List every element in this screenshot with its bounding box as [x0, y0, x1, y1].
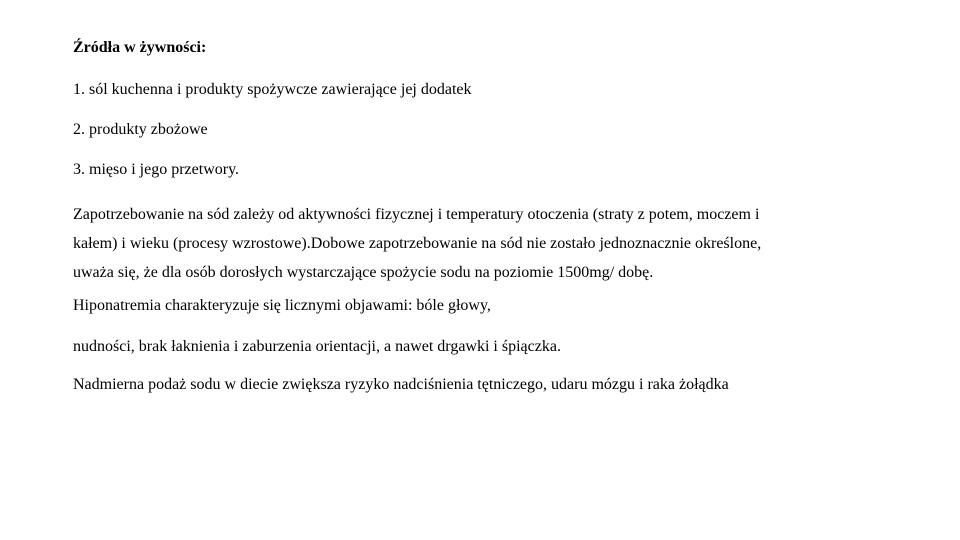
demand-line-1: Zapotrzebowanie na sód zależy od aktywności fizycznej i temperatury otoczenia (straty z potem, moczem i — [73, 206, 760, 223]
hyponatremia-line-2: nudności, brak łaknienia i zaburzenia orientacji, a nawet drgawki i śpiączka. — [73, 338, 561, 355]
excess-sodium-text: Nadmierna podaż sodu w diecie zwiększa ryzyko nadciśnienia tętniczego, udaru mózgu i raka żołądka — [73, 376, 729, 393]
demand-paragraph — [73, 200, 873, 287]
source-item-grains: 2. produkty zbożowe — [73, 121, 208, 138]
source-item-meat: 3. mięso i jego przetwory. — [73, 161, 240, 178]
source-item-salt: 1. sól kuchenna i produkty spożywcze zawierające jej dodatek — [73, 81, 472, 98]
slide-content — [73, 38, 873, 395]
demand-line-3: uważa się, że dla osób dorosłych wystarczające spożycie sodu na poziomie 1500mg/ dobę. — [73, 264, 654, 281]
sources-heading: Źródła w żywności: — [73, 39, 207, 56]
hyponatremia-line-1: Hiponatremia charakteryzuje się licznymi objawami: bóle głowy, — [73, 297, 491, 314]
demand-line-2: kałem) i wieku (procesy wzrostowe).Dobowe zapotrzebowanie na sód nie zostało jednoznacznie określone, — [73, 235, 762, 252]
